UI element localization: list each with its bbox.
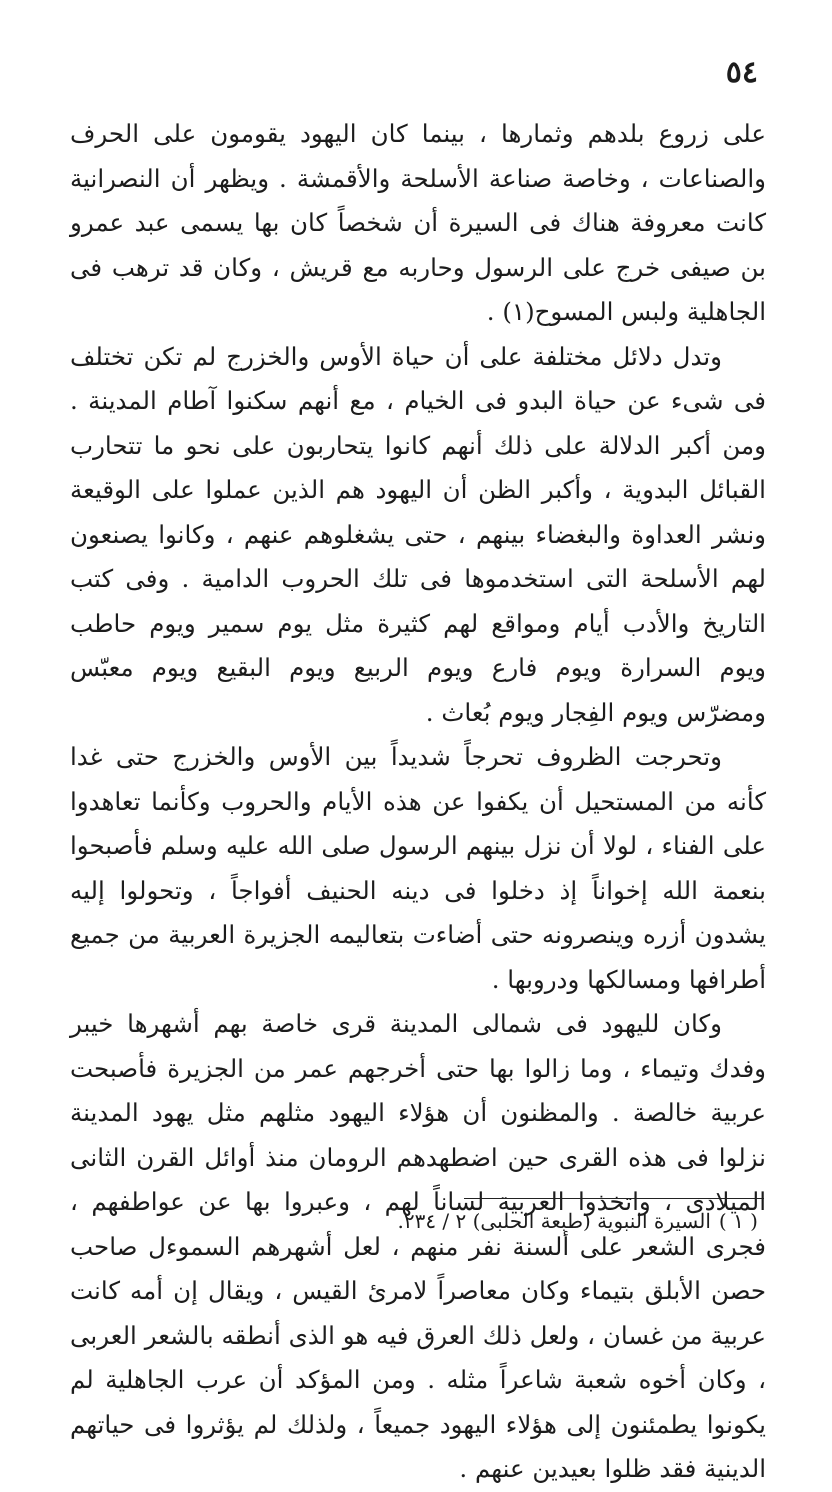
paragraph-2: وتدل دلائل مختلفة على أن حياة الأوس والخزرج لم تكن تختلف فى شىء عن حياة البدو فى الخيام ، مع أنهم سكنوا آطام المدينة . ومن أكبر الدلالة على ذلك أنهم كانوا يتحاربون على نحو ما تتحارب القبائل البدوية ، وأكبر الظن أن اليهود هم الذين عملوا على الوقيعة ونشر العداوة والبغضاء بينهم ، حتى يشغلوهم عنهم ، وكانوا يصنعون لهم الأسلحة التى استخدموها فى تلك الحروب الدامية . وفى كتب التاريخ والأدب أيام ومواقع لهم كثيرة مثل يوم سمير ويوم حاطب ويوم السرارة ويوم فارع ويوم الربيع ويوم البقيع ويوم معبّس ومضرّس ويوم الفِجار ويوم بُعاث . <box>70 341 766 727</box>
paragraph-1: على زروع بلدهم وثمارها ، بينما كان اليهود يقومون على الحرف والصناعات ، وخاصة صناعة الأسلحة والأقمشة . ويظهر أن النصرانية كانت معروفة هناك فى السيرة أن شخصاً كان بها يسمى عبد عمرو بن صيفى خرج على الرسول وحاربه مع قريش ، وكان قد ترهب فى الجاهلية ولبس المسوح(١) . <box>70 119 766 326</box>
footnote-marker: ( ١ ) <box>718 1209 758 1233</box>
paragraph-4: وكان لليهود فى شمالى المدينة قرى خاصة بهم أشهرها خيبر وفدك وتيماء ، وما زالوا بها حتى أخرجهم عمر من الجزيرة فأصبحت عربية خالصة . والمظنون أن هؤلاء اليهود مثلهم مثل يهود المدينة نزلوا فى هذه القرى حين اضطهدهم الرومان منذ أوائل القرن الثانى الميلادى ، واتخذوا العربية لساناً لهم ، وعبروا بها عن عواطفهم ، فجرى الشعر على ألسنة نفر منهم ، لعل أشهرهم السموءل صاحب حصن الأبلق بتيماء وكان معاصراً لامرئ القيس ، ويقال إن أمه كانت عربية من غسان ، ولعل ذلك العرق فيه هو الذى أنطقه بالشعر العربى ، وكان أخوه شعبة شاعراً مثله . ومن المؤكد أن عرب الجاهلية لم يكونوا يطمئنون إلى هؤلاء اليهود جميعاً ، ولذلك لم يؤثروا فى حياتهم الدينية فقد ظلوا بعيدين عنهم . <box>70 1009 766 1483</box>
footnote-divider <box>464 1198 764 1199</box>
body-text <box>70 112 766 1492</box>
footnote <box>397 1206 758 1236</box>
page-number: ٥٤ <box>725 55 758 90</box>
paragraph-3: وتحرجت الظروف تحرجاً شديداً بين الأوس والخزرج حتى غدا كأنه من المستحيل أن يكفوا عن هذه الأيام والحروب وكأنما تعاهدوا على الفناء ، لولا أن نزل بينهم الرسول صلى الله عليه وسلم فأصبحوا بنعمة الله إخواناً إذ دخلوا فى دينه الحنيف أفواجاً ، وتحولوا إليه يشدون أزره وينصرونه حتى أضاءت بتعاليمه الجزيرة العربية من جميع أطرافها ومسالكها ودروبها . <box>70 742 766 994</box>
footnote-text: السيرة النبوية (طبعة الحلبى) ٢ / ٢٣٤. <box>397 1209 711 1233</box>
